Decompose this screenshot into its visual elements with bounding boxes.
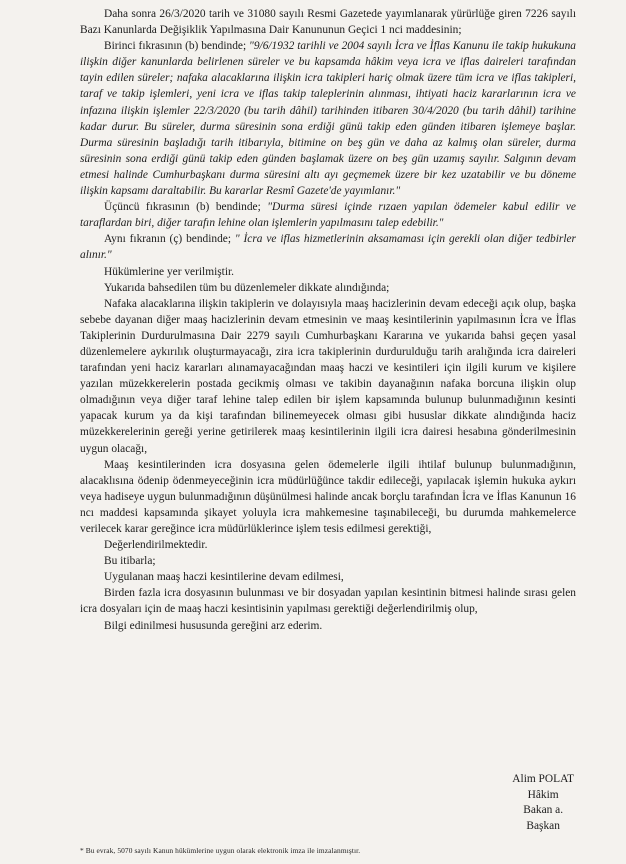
paragraph-third-clause-c [80, 231, 576, 263]
letter-body [80, 6, 576, 634]
paragraph-intro: Daha sonra 26/3/2020 tarih ve 31080 sayılı Resmi Gazetede yayımlanarak yürürlüğe giren 7226 sayılı Bazı Kanunlarda Değişiklik Yapılmasına Dair Kanununun Geçici 1 nci maddesinin; [80, 8, 576, 37]
paragraph-continue: Uygulanan maaş haczi kesintilerine devam edilmesi, [104, 571, 344, 584]
e-signature-footnote: * Bu evrak, 5070 sayılı Kanun hükümlerine uygun olarak elektronik imza ile imzalanmıştır. [80, 846, 361, 855]
clause-quote: " İcra ve iflas hizmetlerinin aksamaması için gerekli olan diğer tedbirler alınır." [80, 233, 576, 262]
signer-name: Alim POLAT [512, 773, 574, 785]
clause-intro: Aynı fıkranın (ç) bendinde; [104, 233, 235, 246]
clause-intro: Birinci fıkrasının (b) bendinde; [104, 40, 250, 53]
paragraph-evaluated: Değerlendirilmektedir. [104, 539, 208, 552]
paragraph-third-clause-b [80, 199, 576, 231]
clause-quote: "9/6/1932 tarihli ve 2004 sayılı İcra ve İflas Kanunu ile takip hukukuna ilişkin diğer kanunlarda belirlenen süreler ve bu kapsamda hâkim veya icra ve iflas daireleri tarafından tayin edilen süreler; nafaka alacaklarına ilişkin icra takipleri hariç olmak üzere tüm icra ve iflas takipleri, taraf ve takip işlemleri, yeni icra ve iflas takip taleplerinin alınması, ihtiyati haciz kararlarının icra ve infazına ilişkin işlemler 22/3/2020 (bu tarih dâhil) tarihinden itibaren 30/4/2020 (bu tarih dâhil) tarihine kadar durur. Bu süreler, durma süresinin sona erdiği günü takip eden günden itibaren işlemeye başlar. Durma süresinin başladığı tarih itibarıyla, bitimine on beş gün ve daha az kalmış olan süreler, durma süresinin sona erdiği günü takip eden günden başlamak üzere on beş gün uzamış sayılır. Salgının devam etmesi halinde Cumhurbaşkanı durma süresini altı ayı geçmemek üzere bir kez uzatabilir ve bu döneme ilişkin kapsamı daraltabilir. Bu kararlar Resmî Gazete'de yayımlanır." [80, 40, 576, 198]
signer-position: Başkan [526, 819, 560, 832]
paragraph-multiple-files: Birden fazla icra dosyasının bulunması ve bir dosyadan yapılan kesintinin bitmesi halinde sırası gelen icra dosyaları için de maaş haczi kesintisinin yapılması gerektiği değerlendirilmiş olup, [80, 587, 576, 616]
paragraph-provisions: Hükümlerine yer verilmiştir. [104, 265, 235, 278]
signer-title: Hâkim [527, 788, 559, 801]
paragraph-alimony: Nafaka alacaklarına ilişkin takiplerin ve dolayısıyla maaş hacizlerinin devam edeceği açık olup, başka sebebe dayanan diğer maaş hacizlerinin devam etmesinin ve maaş kesintilerinin yapılmasının İcra ve İflas Takiplerinin Durdurulmasına Dair 2279 sayılı Cumhurbaşkanı Kararına ve yukarıda bahsi geçen yasal düzenlemelere aykırılık oluşturmayacağı, zira icra takiplerinin durdurulduğu tarih aralığında icra daireleri tarafından yeni haciz kararları alınamayacağından maaş haczi ve kesintileri için ilgili kurum ve kişilere yazılan müzekkerelerin postada gecikmiş olması ve takibin dayanağının nafaka borcuna ilişkin olup olmadığının veya diğer taraf lehine talep edilen bir işlem kapsamında bulunup bulunmadığının kesinti yapacak kurum ya da kişi tarafından bilinemeyecek olması gibi hususlar dikkate alındığında haciz müzekkerelerinin gereği yerine getirilerek maaş kesintilerinin ilgili icra dairesi hesabına gönderilmesinin uygun olacağı, [80, 297, 576, 455]
signer-role: Bakan a. [523, 804, 564, 816]
signature-block [512, 772, 574, 834]
clause-quote: "Durma süresi içinde rızaen yapılan ödemeler kabul edilir ve taraflardan biri, diğer tarafın lehine olan işlemlerin yapılmasını talep edebilir." [80, 201, 576, 230]
paragraph-considering: Yukarıda bahsedilen tüm bu düzenlemeler dikkate alındığında; [104, 281, 390, 294]
paragraph-first-clause [80, 38, 576, 199]
paragraph-therefore: Bu itibarla; [104, 555, 156, 568]
paragraph-closing: Bilgi edinilmesi hususunda gereğini arz ederim. [104, 619, 323, 632]
clause-intro: Üçüncü fıkrasının (b) bendinde; [104, 201, 268, 214]
paragraph-salary-deductions: Maaş kesintilerinden icra dosyasına gelen ödemelerle ilgili ihtilaf bulunup bulunmadığının, alacaklısına ödenip ödenmeyeceğinin icra müdürlüğünce takdir edileceği, yapılacak işlemin hukuka aykırı veya hadiseye uygun bulunmadığının düşünülmesi halinde ancak borçlu tarafından İcra ve İflas Kanunun 16 ncı maddesi kapsamında şikayet yoluyla icra mahkemesine taşınabileceği, bu durumda mahkemelerce verilecek karar gereğince icra müdürlüklerince işlem tesis edilmesi gerektiği, [80, 458, 576, 535]
